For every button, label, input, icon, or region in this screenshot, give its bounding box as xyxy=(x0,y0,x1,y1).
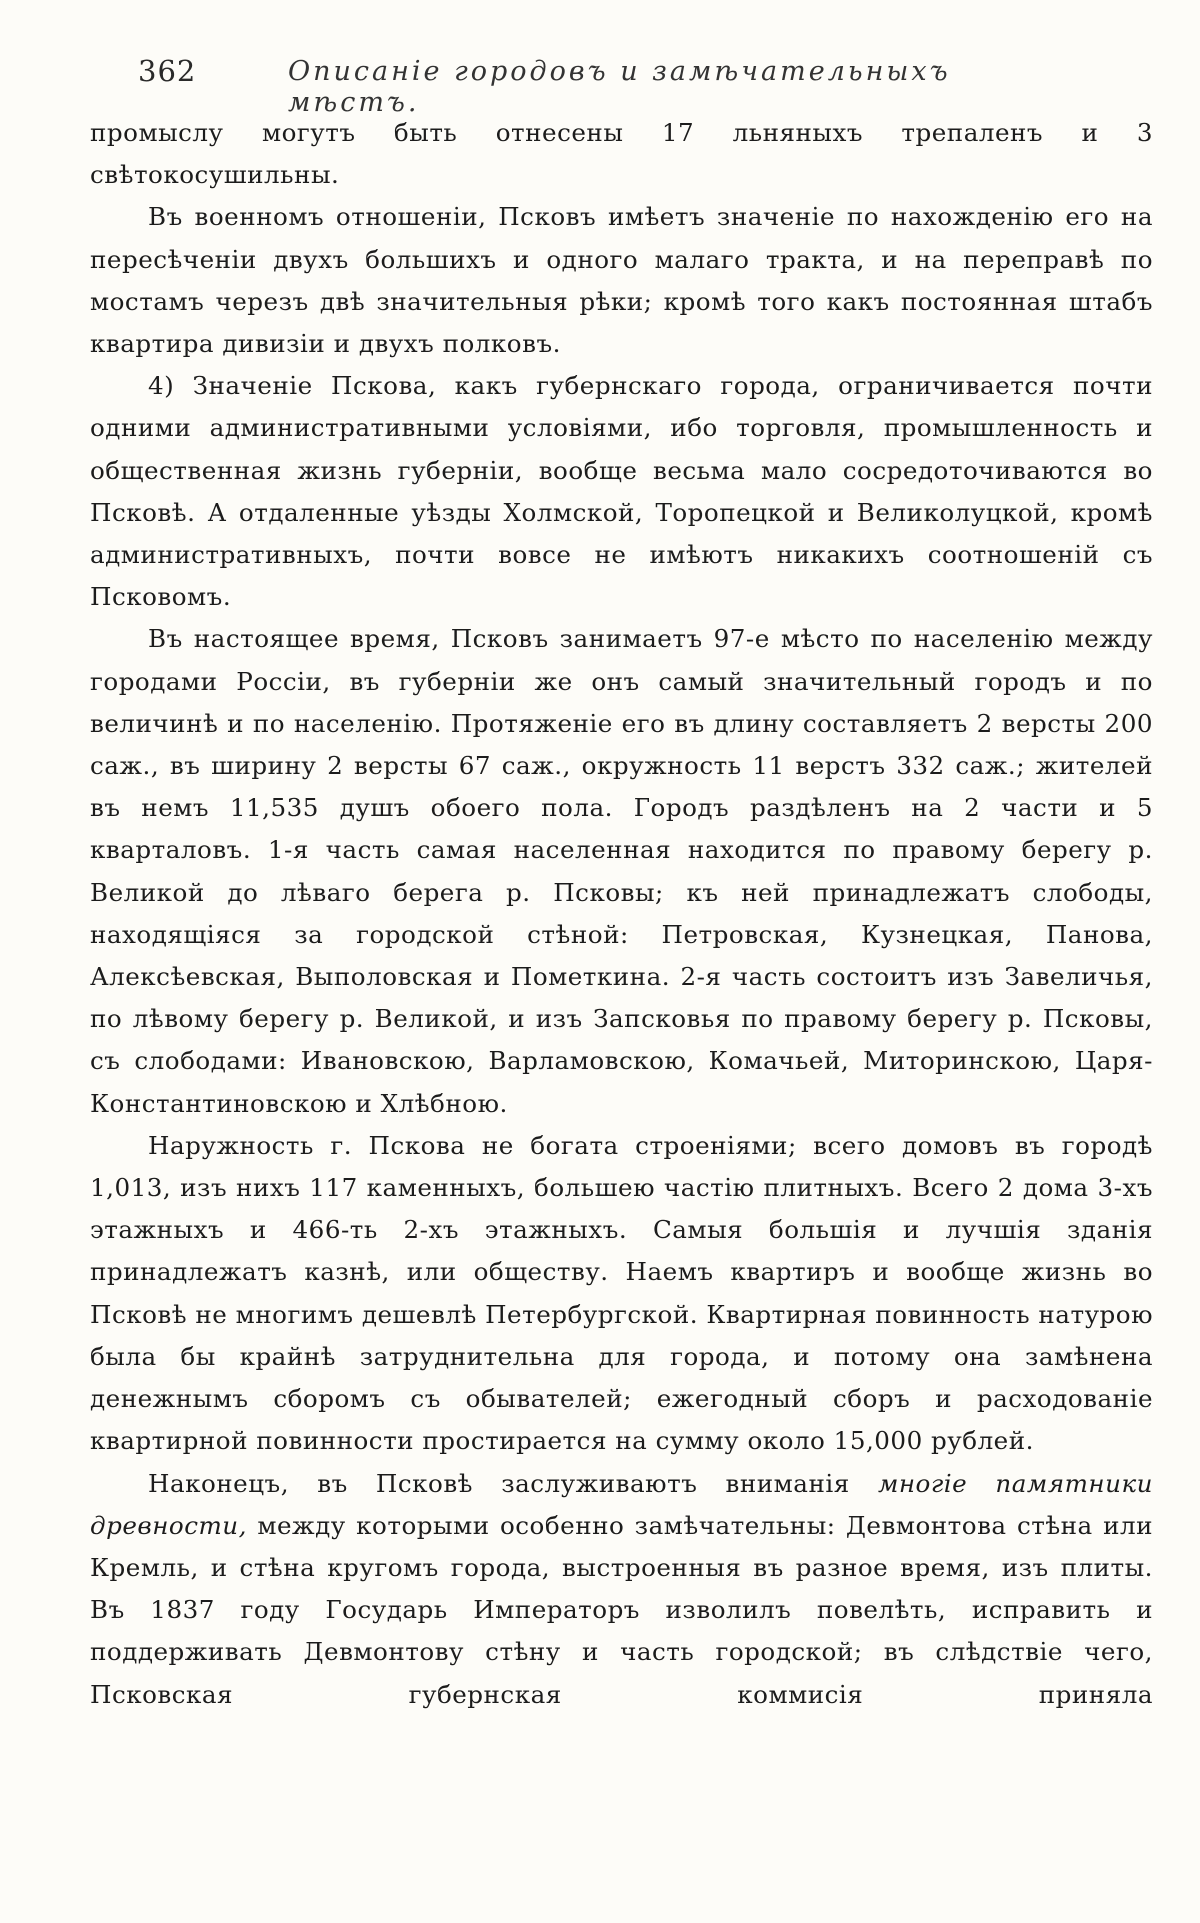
paragraph-population: Въ настоящее время, Псковъ занимаетъ 97-е мѣсто по населенію между городами Россіи, въ губерніи же онъ самый значительный городъ и по величинѣ и по населенію. Протяженіе его въ длину составляетъ 2 версты 200 саж., въ ширину 2 версты 67 саж., окружность 11 верстъ 332 саж.; жителей въ немъ 11,535 душъ обоего пола. Городъ раздѣленъ на 2 части и 5 кварталовъ. 1-я часть самая населенная находится по правому берегу р. Великой до лѣваго берега р. Псковы; къ ней принадлежатъ слободы, находящіяся за городской стѣной: Петровская, Кузнецкая, Панова, Алексѣевская, Выполовская и Пометкина. 2-я часть состоитъ изъ Завеличья, по лѣвому берегу р. Великой, и изъ Запсковья по правому берегу р. Псковы, съ слободами: Ивановскою, Варламовскою, Комачьей, Миторинскою, Царя-Константиновскою и Хлѣбною. xyxy=(90,624,1153,1118)
monuments-intro: Наконецъ, въ Псковѣ заслуживаютъ вниманія xyxy=(148,1468,850,1498)
paragraph-industry: промыслу могутъ быть отнесены 17 льняныхъ трепаленъ и 3 свѣтокосушильны. xyxy=(90,118,1153,190)
running-title: Описаніе городовъ и замѣчательныхъ мѣстъ. xyxy=(288,56,951,118)
body-text xyxy=(90,112,1153,1716)
paragraph-provincial-role: 4) Значеніе Пскова, какъ губернскаго города, ограничивается почти одними административными условіями, ибо торговля, промышленность и общественная жизнь губерніи, вообще весьма мало сосредоточиваются во Псковѣ. А отдаленные уѣзды Холмской, Торопецкой и Великолуцкой, кромѣ административныхъ, почти вовсе не имѣютъ никакихъ соотношеній съ Псковомъ. xyxy=(90,371,1153,612)
monuments-text: между которыми особенно замѣчательны: Девмонтова стѣна или Кремль, и стѣна кругомъ города, выстроенныя въ разное время, изъ плиты. Въ 1837 году Государь Императоръ изволилъ повелѣть, исправить и поддерживать Девмонтову стѣну и часть городской; въ слѣдствіе чего, Псковская губернская коммисія приняла xyxy=(90,1510,1154,1709)
page-number: 362 xyxy=(138,54,197,88)
page-header xyxy=(138,48,1038,118)
paragraph-buildings: Наружность г. Пскова не богата строеніями; всего домовъ въ городѣ 1,013, изъ нихъ 117 каменныхъ, большею частію плитныхъ. Всего 2 дома 3-хъ этажныхъ и 466-ть 2-хъ этажныхъ. Самыя большія и лучшія зданія принадлежатъ казнѣ, или обществу. Наемъ квартиръ и вообще жизнь во Псковѣ не многимъ дешевлѣ Петербургской. Квартирная повинность натурою была бы крайнѣ затруднительна для города, и потому она замѣнена денежнымъ сборомъ съ обывателей; ежегодный сборъ и расходованіе квартирной повинности простирается на сумму около 15,000 рублей. xyxy=(90,1130,1154,1456)
paragraph-monuments xyxy=(90,1463,1153,1716)
monuments-italic-phrase: многіе памятники древности, xyxy=(90,1468,1153,1540)
paragraph-military: Въ военномъ отношеніи, Псковъ имѣетъ значеніе по нахожденію его на пересѣченіи двухъ большихъ и одного малаго тракта, и на переправѣ по мостамъ черезъ двѣ значительныя рѣки; кромѣ того какъ постоянная штабъ квартира дивизіи и двухъ полковъ. xyxy=(90,202,1153,359)
